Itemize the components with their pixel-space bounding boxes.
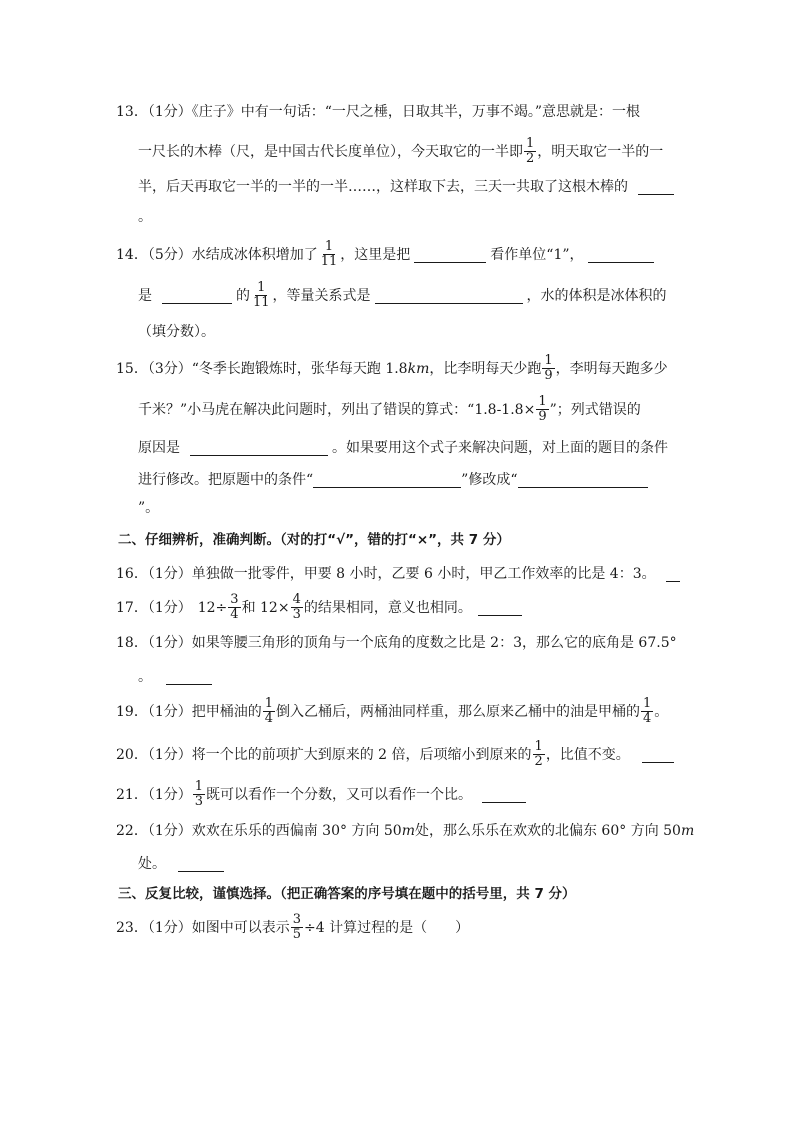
q22-line-2: 处。 xyxy=(138,852,228,876)
fraction: $\frac{1}{9}$ xyxy=(544,352,553,383)
q15-line-4: 进行修改。把原题中的条件“ ”修改成“ xyxy=(138,468,648,492)
answer-blank[interactable] xyxy=(178,857,224,872)
fraction: $\frac{3}{4}$ xyxy=(230,591,239,622)
q13-text: 半，后天再取它一半的一半的一半……，这样取下去，三天一共取了这根木棒的 xyxy=(138,179,628,195)
answer-blank[interactable] xyxy=(375,289,523,304)
fraction: $\frac{1}{11}$ xyxy=(320,238,338,269)
fraction: $\frac{4}{3}$ xyxy=(292,591,301,622)
answer-blank[interactable] xyxy=(482,788,526,803)
answer-blank[interactable] xyxy=(642,748,674,763)
section-3-heading: 三、反复比较，谨慎选择。（把正确答案的序号填在题中的括号里，共 7 分） xyxy=(118,886,576,902)
fraction: $\frac{1}{4}$ xyxy=(264,695,274,726)
q15-line-5: ”。 xyxy=(138,500,160,516)
q14-line-2: 是 的 $\frac{1}{11}$ ，等量关系式是 ，水的体积是冰体积的 xyxy=(138,279,667,310)
q13-line-4: 。 xyxy=(138,209,152,225)
fraction: $\frac{1}{4}$ xyxy=(643,695,652,726)
answer-blank[interactable] xyxy=(313,473,461,488)
answer-blank[interactable] xyxy=(190,441,328,456)
answer-blank[interactable] xyxy=(166,670,212,685)
fraction: $\frac{1}{9}$ xyxy=(538,393,547,424)
fraction: $\frac{1}{11}$ xyxy=(253,279,270,310)
q18-line-1: 18．（1分）如果等腰三角形的顶角与一个底角的度数之比是 2：3，那么它的底角是 67.5° xyxy=(116,635,677,651)
q17-line: 17．（1分） 12÷ $\frac{3}{4}$ 和 12× $\frac{4}{3}$ 的结果相同，意义也相同。 xyxy=(116,596,526,620)
q16-line: 16．（1分）单独做一批零件，甲要 8 小时，乙要 6 小时，甲乙工作效率的比是 4：3。 xyxy=(116,562,684,586)
q13-text: 一尺长的木棒（尺，是中国古代长度单位），今天取它的一半即 xyxy=(138,144,523,160)
q19-line: 19．（1分）把甲桶油的 $\frac{1}{4}$ 倒入乙桶后，两桶油同样重，那么原来乙桶中的油是甲桶的 $\frac{1}{4}$ 。 xyxy=(116,695,669,726)
q14-line-1: 14．（5分）水结成冰体积增加了 $\frac{1}{11}$ ，这里是把 看作单位“1”， xyxy=(116,243,658,267)
answer-blank[interactable] xyxy=(588,248,654,263)
answer-blank[interactable] xyxy=(518,473,648,488)
q22-line-1: 22．（1分）欢欢在乐乐的西偏南 30° 方向 50 m 处，那么乐乐在欢欢的北偏东 60° 方向 50 m xyxy=(116,823,695,839)
q23-line: 23．（1分）如图中可以表示 $\frac{3}{5}$ ÷4 计算过程的是（ ） xyxy=(116,911,470,942)
fraction: $\frac{3}{5}$ xyxy=(292,911,302,942)
q18-line-2: 。 xyxy=(138,665,216,689)
q20-line: 20．（1分）将一个比的前项扩大到原来的 2 倍，后项缩小到原来的 $\frac{1}{2}$ ，比值不变。 xyxy=(116,743,678,767)
q14-line-3: （填分数）。 xyxy=(138,324,215,340)
q13-line-3 xyxy=(138,175,678,199)
section-2-heading: 二、仔细辨析，准确判断。（对的打“√”，错的打“×”，共 7 分） xyxy=(118,532,510,548)
q15-line-3: 原因是 。如果要用这个式子来解决问题，对上面的题目的条件 xyxy=(138,440,668,456)
q21-line: 21．（1分） $\frac{1}{3}$ 既可以看作一个分数，又可以看作一个比。 xyxy=(116,783,530,807)
fraction: $\frac{1}{2}$ xyxy=(526,135,535,166)
q13-text: 13．（1分）《庄子》中有一句话：“一尺之棰，日取其半，万事不竭。”意思就是：一根 xyxy=(116,104,641,120)
q13-text: ，明天取它一半的一 xyxy=(537,144,664,160)
fraction: $\frac{1}{3}$ xyxy=(194,778,204,809)
fraction: $\frac{1}{2}$ xyxy=(534,738,543,769)
answer-blank[interactable] xyxy=(638,180,674,195)
answer-blank[interactable] xyxy=(162,289,232,304)
q15-line-2: 千米？”小马虎在解决此问题时，列出了错误的算式：“1.8-1.8× $\frac{1}{9}$ ”；列式错误的 xyxy=(138,393,641,424)
answer-blank[interactable] xyxy=(666,567,680,582)
q13-line-1 xyxy=(116,100,640,124)
q15-line-1: 15．（3分）“冬季长跑锻炼时，张华每天跑 1.8 km ，比李明每天少跑 $\frac{1}{9}$ ，李明每天跑多少 xyxy=(116,352,668,383)
answer-blank[interactable] xyxy=(414,248,486,263)
answer-blank[interactable] xyxy=(478,601,522,616)
q13-line-2 xyxy=(138,135,664,166)
